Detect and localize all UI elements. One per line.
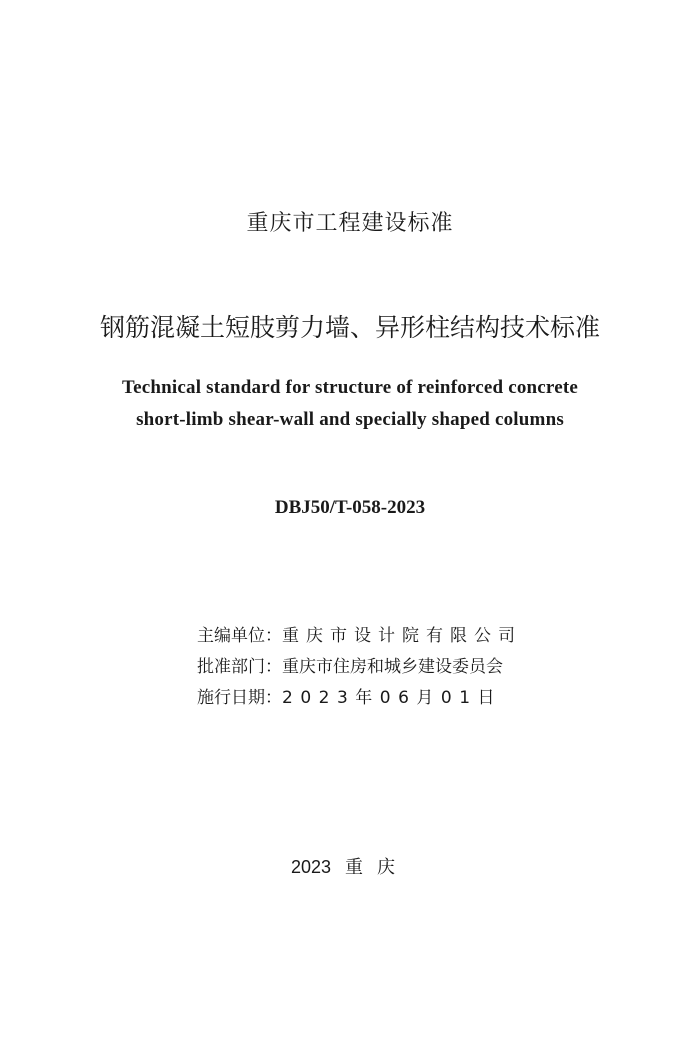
effective-date-value: 2023年06月01日: [282, 688, 503, 708]
publication-year: 2023: [290, 857, 332, 877]
effective-date-row: [197, 683, 502, 708]
standard-series-heading: 重庆市工程建设标准: [246, 211, 454, 236]
approval-department-label: 批准部门：: [197, 657, 282, 677]
chief-editor-unit-value: 重庆市设计院有限公司: [282, 626, 522, 646]
approval-department-value: 重庆市住房和城乡建设委员会: [282, 657, 503, 677]
title-english-line-1: Technical standard for structure of reinforced concrete: [121, 377, 579, 398]
approval-department-row: [197, 652, 503, 677]
effective-date-label: 施行日期：: [197, 688, 282, 708]
chief-editor-unit-label: 主编单位：: [197, 626, 282, 646]
title-chinese: 钢筋混凝土短肢剪力墙、异形柱结构技术标准: [99, 313, 600, 342]
publication-line: [0, 853, 700, 879]
publication-city: 重庆: [345, 857, 410, 878]
title-english-line-2: short-limb shear-wall and specially shaped columns: [136, 409, 564, 430]
chief-editor-unit-row: [197, 621, 522, 646]
standard-code: DBJ50/T-058-2023: [274, 497, 426, 518]
